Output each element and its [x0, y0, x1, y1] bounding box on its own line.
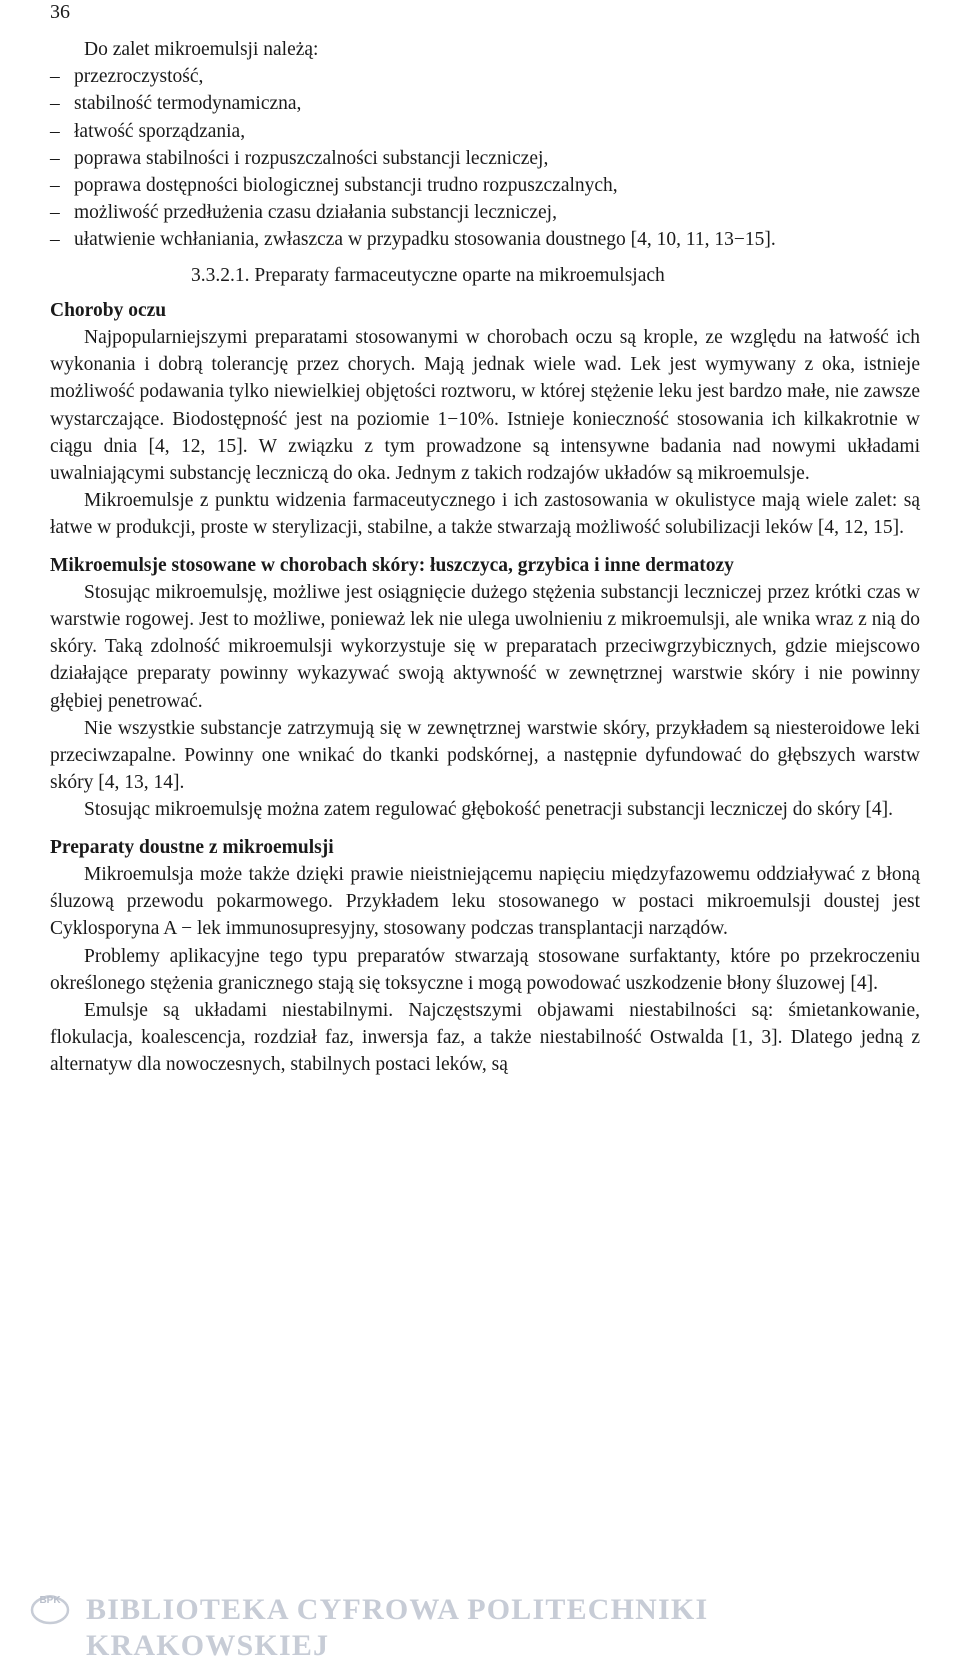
dash-marker: – — [50, 175, 60, 197]
advantages-list — [50, 63, 920, 253]
dash-marker: – — [50, 120, 60, 142]
paragraph: Mikroemulsje z punktu widzenia farmaceutycznego i ich zastosowania w okulistyce mają wiele zalet: są łatwe w produkcji, proste w sterylizacji, stabilne, a także stwarzają możliwość solubilizacji leków [4, 12, 15]. — [50, 490, 920, 539]
list-item: – stabilność termodynamiczna, — [50, 90, 920, 117]
dash-marker: – — [50, 147, 60, 169]
list-item: – poprawa stabilności i rozpuszczalności substancji leczniczej, — [50, 145, 920, 172]
library-logo-icon — [28, 1588, 72, 1628]
list-item: – poprawa dostępności biologicznej substancji trudno rozpuszczalnych, — [50, 172, 920, 199]
page-number: 36 — [50, 1, 70, 23]
dash-marker: – — [50, 229, 60, 251]
paragraph: Nie wszystkie substancje zatrzymują się w zewnętrznej warstwie skóry, przykładem są niesteroidowe leki przeciwzapalne. Powinny one wnikać do tkanki podskórnej, a następnie dyfundować do głębszych warstw skóry [4, 13, 14]. — [50, 717, 920, 794]
page-content — [50, 36, 920, 1079]
section-heading-oral: Preparaty doustne z mikroemulsji — [50, 836, 334, 858]
list-item: – ułatwienie wchłaniania, zwłaszcza w przypadku stosowania doustnego [4, 10, 11, 13−15]. — [50, 226, 920, 253]
paragraph: Najpopularniejszymi preparatami stosowanymi w chorobach oczu są krople, ze względu na łatwość ich wykonania i dobrą tolerancję przez chorych. Mają jednak wiele wad. Lek jest wymywany z oka, istnieje możliwość podawania tylko niewielkiej objętości roztworu, w której stężenie leku jest bardzo małe, nie zawsze wystarczające. Biodostępność jest na poziomie 1−10%. Istnieje konieczność stosowania ich kilkakrotnie w ciągu dnia [4, 12, 15]. W związku z tym prowadzone są intensywne badania nad nowymi układami uwalniającymi substancję leczniczą do oka. Jednym z takich rodzajów układów są mikroemulsje. — [50, 327, 920, 485]
footer-text: BIBLIOTEKA CYFROWA POLITECHNIKI KRAKOWSKIEJ — [86, 1593, 709, 1662]
subsection-title: 3.3.2.1. Preparaty farmaceutyczne oparte na mikroemulsjach — [191, 264, 665, 286]
list-item: – możliwość przedłużenia czasu działania substancji leczniczej, — [50, 199, 920, 226]
paragraph: Problemy aplikacyjne tego typu preparatów stwarzają stosowane surfaktanty, które po przekroczeniu określonego stężenia granicznego stają się toksyczne i mogą powodować uszkodzenie błony śluzowej [4]. — [50, 945, 920, 994]
dash-marker: – — [50, 66, 60, 88]
paragraph: Mikroemulsja może także dzięki prawie nieistniejącemu napięciu międzyfazowemu oddziaływać z błoną śluzową przewodu pokarmowego. Przykładem leku stosowanego w postaci mikroemulsji doustej jest Cyklosporyna A − lek immunosupresyjny, stosowany podczas transplantacji narządów. — [50, 863, 920, 940]
dash-marker: – — [50, 202, 60, 224]
list-item: – przezroczystość, — [50, 63, 920, 90]
list-item: – łatwość sporządzania, — [50, 118, 920, 145]
dash-marker: – — [50, 93, 60, 115]
section-heading-skin: Mikroemulsje stosowane w chorobach skóry: łuszczyca, grzybica i inne dermatozy — [50, 554, 734, 576]
library-footer — [0, 1586, 960, 1662]
section-heading-eyes: Choroby oczu — [50, 299, 167, 321]
paragraph: Stosując mikroemulsję, możliwe jest osiągnięcie dużego stężenia substancji leczniczej przez krótki czas w warstwie rogowej. Jest to możliwe, ponieważ lek nie ulega uwolnieniu z mikroemulsji, ale wnika wraz z nią do skóry. Taką zdolność mikroemulsji wykorzystuje się w preparatach przeciwgrzybicznych, gdzie miejscowo działające preparaty powinny wykazywać swoją aktywność w zewnętrznej warstwie skóry i nie powinny głębiej penetrować. — [50, 581, 920, 712]
paragraph: Stosując mikroemulsję można zatem regulować głębokość penetracji substancji leczniczej do skóry [4]. — [84, 799, 893, 821]
paragraph: Emulsje są układami niestabilnymi. Najczęstszymi objawami niestabilności są: śmietankowanie, flokulacja, koalescencja, rozdział faz, inwersja faz, a także niestabilność Ostwalda [1, 3]. Dlatego jedną z alternatyw dla nowoczesnych, stabilnych postaci leków, są — [50, 999, 920, 1076]
logo-label: BPK — [39, 1595, 61, 1606]
intro-lead: Do zalet mikroemulsji należą: — [84, 39, 319, 60]
